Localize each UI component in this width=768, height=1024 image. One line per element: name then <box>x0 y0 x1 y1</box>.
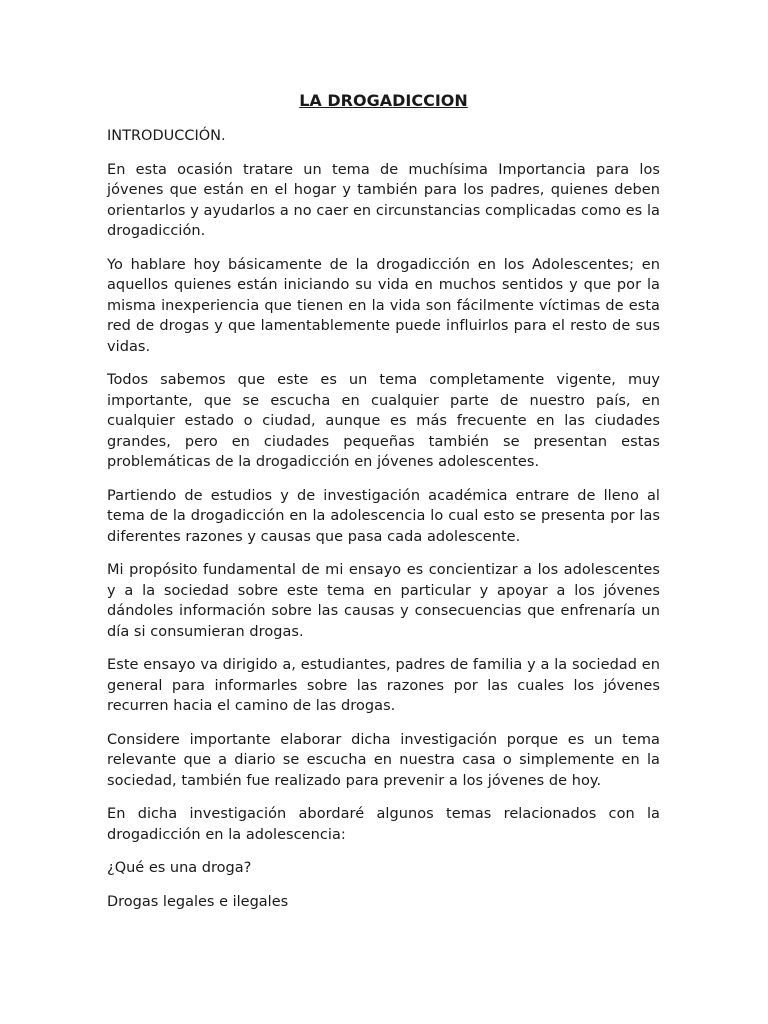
paragraph-8: En dicha investigación abordaré algunos temas relacionados con la drogadicción en la adolescencia: <box>107 806 660 843</box>
paragraph-7: Considere importante elaborar dicha investigación porque es un tema relevante que a diario se escucha en nuestra casa o simplemente en la sociedad, también fue realizado para prevenir a los jóvenes de hoy. <box>107 731 660 789</box>
paragraph-1: En esta ocasión tratare un tema de muchísima Importancia para los jóvenes que están en el hogar y también para los padres, quienes deben orientarlos y ayudarlos a no caer en circunstancias complicadas como es la drogadicción. <box>107 161 660 239</box>
document-title: LA DROGADICCION <box>299 91 468 110</box>
paragraph-2: Yo hablare hoy básicamente de la drogadicción en los Adolescentes; en aquellos quienes están iniciando su vida en muchos sentidos y que por la misma inexperiencia que tienen en la vida son fácilmente víctimas de esta red de drogas y que lamentablemente puede influirlos para el resto de sus vidas. <box>107 256 660 355</box>
intro-heading: INTRODUCCIÓN. <box>107 128 226 144</box>
topic-item: ¿Qué es una droga? <box>107 860 252 876</box>
paragraph-3: Todos sabemos que este es un tema completamente vigente, muy importante, que se escucha en cualquier parte de nuestro país, en cualquier estado o ciudad, aunque es más frecuente en las ciudades grandes, pero en ciudades pequeñas también se presentan estas problemáticas de la drogadicción en jóvenes adolescentes. <box>107 372 660 470</box>
topic-item: Drogas legales e ilegales <box>107 893 289 910</box>
paragraph-6: Este ensayo va dirigido a, estudiantes, padres de familia y a la sociedad en general para informarles sobre las razones por las cuales los jóvenes recurren hacia el camino de las drogas. <box>107 657 660 714</box>
paragraph-4: Partiendo de estudios y de investigación académica entrare de lleno al tema de la drogadicción en la adolescencia lo cual esto se presenta por las diferentes razones y causas que pasa cada adolescente. <box>107 487 660 545</box>
document-page <box>107 88 660 925</box>
paragraph-5: Mi propósito fundamental de mi ensayo es concientizar a los adolescentes y a la sociedad sobre este tema en particular y apoyar a los jóvenes dándoles información sobre las causas y consecuencias que enfrenaría un día si consumieran drogas. <box>107 562 660 640</box>
